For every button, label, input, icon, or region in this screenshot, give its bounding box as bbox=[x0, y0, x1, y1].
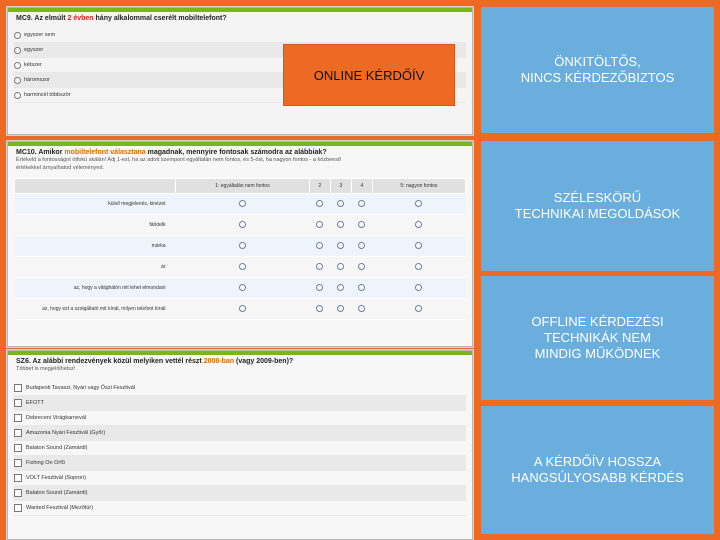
radio-icon[interactable] bbox=[14, 92, 21, 99]
radio-icon[interactable] bbox=[14, 47, 21, 54]
radio-icon[interactable] bbox=[358, 242, 365, 249]
matrix-row: külső megjelenés, kinézet bbox=[15, 194, 466, 215]
radio-icon[interactable] bbox=[415, 305, 422, 312]
checkbox-icon[interactable] bbox=[14, 444, 22, 452]
matrix-row: az, hogy a világhálón mit lehet elmondani bbox=[15, 278, 466, 299]
option-row[interactable]: egyszer bbox=[14, 43, 466, 58]
radio-icon[interactable] bbox=[316, 221, 323, 228]
radio-icon[interactable] bbox=[337, 242, 344, 249]
radio-icon[interactable] bbox=[239, 221, 246, 228]
option-row[interactable]: harmincél többször bbox=[14, 88, 466, 103]
matrix-row: ár bbox=[15, 257, 466, 278]
option-row[interactable]: kétszer bbox=[14, 58, 466, 73]
checkbox-icon[interactable] bbox=[14, 414, 22, 422]
radio-icon[interactable] bbox=[316, 242, 323, 249]
rating-matrix bbox=[14, 178, 466, 320]
checkbox-row[interactable]: Debreceni Virágkarnevál bbox=[14, 411, 466, 426]
radio-icon[interactable] bbox=[415, 242, 422, 249]
question-instruction: Értékeld a fontosságot ötfokú skálán! Adj 1-est, ha az adott szempont egyáltalán nem fontos, és 5-öst, ha nagyon fontos - a közbeeső bbox=[16, 157, 342, 163]
radio-icon[interactable] bbox=[239, 284, 246, 291]
checkbox-row[interactable]: Balaton Sound (Zamárdi) bbox=[14, 486, 466, 501]
question-title: MC10. Amikor mobiltelefont választana magadnak, mennyire fontosak számodra az alábbiak? bbox=[16, 149, 327, 156]
checkbox-row[interactable]: Fishing On Orfű bbox=[14, 456, 466, 471]
radio-icon[interactable] bbox=[415, 263, 422, 270]
scale-header: 2 bbox=[309, 179, 330, 194]
scale-header: 3 bbox=[330, 179, 351, 194]
scale-header: 5: nagyon fontos bbox=[372, 179, 465, 194]
radio-icon[interactable] bbox=[239, 200, 246, 207]
matrix-row: az, hogy ezt a szolgáltató mit kínál, milyen telefont kínál bbox=[15, 299, 466, 320]
online-survey-label: ONLINE KÉRDŐÍV bbox=[283, 44, 455, 106]
radio-icon[interactable] bbox=[415, 200, 422, 207]
radio-icon[interactable] bbox=[239, 263, 246, 270]
panel-survey-length: A KÉRDŐÍV HOSSZA HANGSÚLYOSABB KÉRDÉS bbox=[481, 406, 714, 534]
radio-icon[interactable] bbox=[337, 305, 344, 312]
radio-icon[interactable] bbox=[14, 32, 21, 39]
checkbox-icon[interactable] bbox=[14, 399, 22, 407]
radio-icon[interactable] bbox=[337, 221, 344, 228]
radio-icon[interactable] bbox=[358, 221, 365, 228]
radio-icon[interactable] bbox=[358, 305, 365, 312]
scale-header: 4 bbox=[351, 179, 372, 194]
radio-icon[interactable] bbox=[239, 242, 246, 249]
option-row[interactable]: háromszor bbox=[14, 73, 466, 88]
radio-icon[interactable] bbox=[337, 284, 344, 291]
radio-icon[interactable] bbox=[337, 200, 344, 207]
radio-icon[interactable] bbox=[358, 284, 365, 291]
question-instruction: értékekkel árnyalhatod véleményed. bbox=[16, 165, 105, 171]
checkbox-row[interactable]: Amazonia Nyári Fesztivál (Győr) bbox=[14, 426, 466, 441]
checkbox-row[interactable]: VOLT Fesztivál (Sopron) bbox=[14, 471, 466, 486]
question-instruction: Többet is megjelölhetsz! bbox=[16, 366, 76, 372]
radio-icon[interactable] bbox=[358, 200, 365, 207]
radio-icon[interactable] bbox=[316, 284, 323, 291]
radio-icon[interactable] bbox=[415, 221, 422, 228]
option-row[interactable]: egyszer sem bbox=[14, 28, 466, 43]
survey-screenshot-sz6 bbox=[7, 350, 473, 540]
radio-icon[interactable] bbox=[316, 263, 323, 270]
checkbox-icon[interactable] bbox=[14, 474, 22, 482]
checkbox-row[interactable]: Wanted Fesztivál (Mezőtúr) bbox=[14, 501, 466, 516]
checkbox-icon[interactable] bbox=[14, 459, 22, 467]
radio-icon[interactable] bbox=[239, 305, 246, 312]
checkbox-icon[interactable] bbox=[14, 384, 22, 392]
radio-icon[interactable] bbox=[316, 200, 323, 207]
question-title: SZ6. Az alábbi rendezvények közül melyiken vettél részt 2008-ban (vagy 2009-ben)? bbox=[16, 358, 294, 365]
panel-technical-solutions: SZÉLESKÖRŰ TECHNIKAI MEGOLDÁSOK bbox=[481, 141, 714, 271]
radio-icon[interactable] bbox=[358, 263, 365, 270]
checkbox-icon[interactable] bbox=[14, 429, 22, 437]
radio-icon[interactable] bbox=[337, 263, 344, 270]
checkbox-icon[interactable] bbox=[14, 504, 22, 512]
radio-icon[interactable] bbox=[14, 77, 21, 84]
matrix-row: márka bbox=[15, 236, 466, 257]
matrix-row: fárktelk bbox=[15, 215, 466, 236]
checkbox-row[interactable]: Balaton Sound (Zamárdi) bbox=[14, 441, 466, 456]
radio-icon[interactable] bbox=[415, 284, 422, 291]
radio-icon[interactable] bbox=[14, 62, 21, 69]
checkbox-row[interactable]: EFOTT bbox=[14, 396, 466, 411]
scale-header: 1: egyáltalán nem fontos bbox=[176, 179, 310, 194]
checkbox-icon[interactable] bbox=[14, 489, 22, 497]
panel-self-completion: ÖNKITÖLTŐS, NINCS KÉRDEZŐBIZTOS bbox=[481, 7, 714, 133]
question-title: MC9. Az elmúlt 2 évben hány alkalommal cserélt mobiltelefont? bbox=[16, 15, 227, 22]
survey-screenshot-mc10 bbox=[7, 141, 473, 347]
checkbox-row[interactable]: Budapesti Tavaszi, Nyári vagy Őszi Fesztivál bbox=[14, 381, 466, 396]
radio-icon[interactable] bbox=[316, 305, 323, 312]
panel-offline-techniques: OFFLINE KÉRDEZÉSI TECHNIKÁK NEM MINDIG MŰKÖDNEK bbox=[481, 276, 714, 400]
